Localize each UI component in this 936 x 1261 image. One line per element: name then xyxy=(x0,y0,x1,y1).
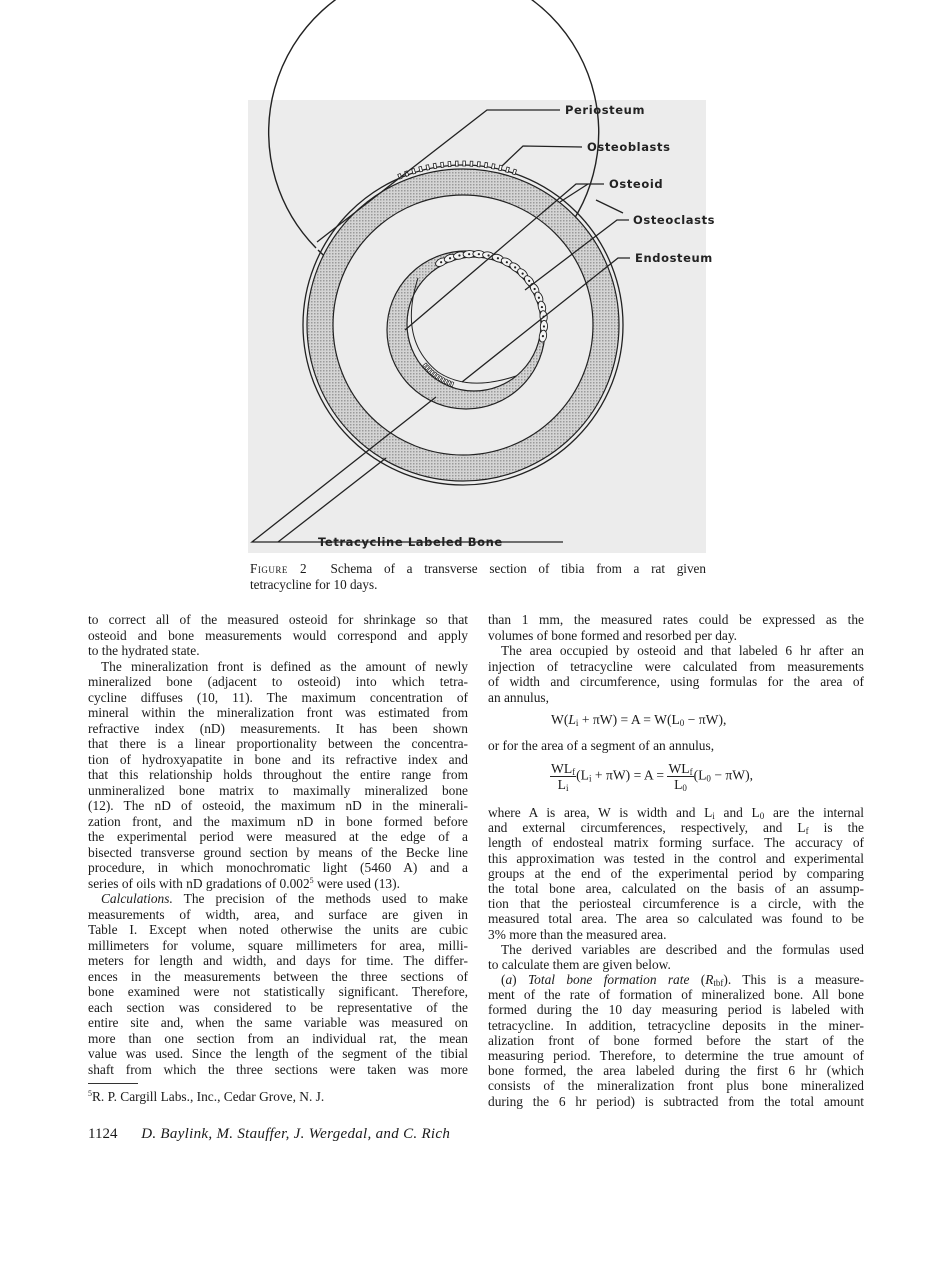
text-line: that this relationship holds throughout the entire range from xyxy=(88,767,468,782)
right-text-column-top xyxy=(488,612,864,705)
text-line: cycline diffuses (10, 11). The maximum concentration of xyxy=(88,689,468,705)
caption-label: Figure 2 xyxy=(250,561,308,576)
text-line: to correct all of the measured osteoid for shrinkage so that xyxy=(88,612,468,627)
text-line: to calculate them are given below. xyxy=(488,956,671,972)
text-line: more than one section from an individual rat, the mean xyxy=(88,1030,468,1046)
text-line: The area occupied by osteoid and that labeled 6 hr after an xyxy=(501,643,864,658)
text-line: alization front of bone formed before the start of the xyxy=(488,1032,864,1048)
text-line: bone examined were not statistically significant. Therefore, xyxy=(88,984,468,999)
text-line: during the 6 hr period) is subtracted from the total amount xyxy=(488,1093,864,1109)
text-line: zation front, and the maximum nD in bone formed before xyxy=(88,813,468,829)
text-line: osteoid and bone measurements would correspond and apply xyxy=(88,627,468,643)
equation-annulus-segment-area: $\frac{WL_f}{L_i}$ $(L_i + \pi W) = A$ = $\frac{WL_f}{L_0}$ $(L_0 - \pi W)$, xyxy=(551,761,754,793)
figure-2-bone-schema xyxy=(248,100,716,553)
text-line: refractive index (nD) measurements. It has been shown xyxy=(88,720,468,736)
equation-annulus-area: $W(L_i + \pi W) = A = W(L_0 - \pi W)$, xyxy=(551,712,727,728)
text-line: tion that the periosteal circumference is a circle, with the xyxy=(488,896,864,912)
running-authors: D. Baylink, M. Stauffer, J. Wergedal, and C. Rich xyxy=(141,1126,451,1142)
right-text-column-bottom xyxy=(488,805,864,1109)
left-text-column xyxy=(88,612,468,1077)
text-line: (a) Total bone formation rate $(R_{tbf})$. This is a measure- xyxy=(501,972,865,989)
text-line: and external circumferences, respectively, and $L_f$ is the xyxy=(488,820,864,837)
text-line: of width and circumference, using formulas for the area of xyxy=(488,674,864,689)
label-tetracycline-labeled-bone: Tetracycline Labeled Bone xyxy=(318,535,503,549)
right-text-mid xyxy=(488,738,864,754)
label-osteoid: Osteoid xyxy=(609,177,664,191)
text-line: ment of the rate of formation of mineralized bone. All bone xyxy=(488,987,864,1003)
text-line: unmineralized bone matrix to maximally mineralized bone xyxy=(88,782,468,798)
text-line: the experimental period were measured at the edge of a xyxy=(88,829,468,844)
footnote-divider xyxy=(88,1083,138,1084)
text-line: 3% more than the measured area. xyxy=(488,926,667,942)
label-endosteum: Endosteum xyxy=(635,251,713,265)
text-line: this approximation was tested in the control and experimental xyxy=(488,850,864,866)
text-line: meters for length and width, and days for time. The differ- xyxy=(88,953,468,968)
osteoblast-cell xyxy=(433,163,436,168)
label-osteoclasts: Osteoclasts xyxy=(633,213,716,227)
text-line: formed during the 10 day measuring period is labeled with xyxy=(488,1002,864,1018)
text-line: ences in the measurements between the three sections of xyxy=(88,968,468,984)
osteoblast-cell xyxy=(477,162,480,167)
text-line: measurements of width, area, and surface are given in xyxy=(88,906,468,922)
osteoblast-cell xyxy=(463,161,466,166)
text-line: shaft from which the three sections were taken was more xyxy=(88,1061,468,1077)
text-line: (12). The nD of osteoid, the maximum nD in the minerali- xyxy=(88,798,468,813)
page-footer xyxy=(88,1126,450,1143)
text-line: mineral within the mineralization front was estimated from xyxy=(88,705,468,720)
text-line: series of oils with nD gradations of 0.002$^5$ were used (13). xyxy=(88,875,400,891)
text-line: Table I. Except when noted otherwise the units are cubic xyxy=(88,922,468,937)
text-line: than 1 mm, the measured rates could be expressed as the xyxy=(488,612,864,627)
text-line: where A is area, W is width and $L_i$ and $L_0$ are the internal xyxy=(488,805,864,821)
text-line: tion of hydroxyapatite in bone and its refractive index and xyxy=(88,751,468,767)
text-line: length of endosteal matrix forming surface. The accuracy of xyxy=(488,835,864,851)
text-line: mineralized bone (adjacent to osteoid) into which tetra- xyxy=(88,674,468,689)
text-line: measuring period. Therefore, to determine the true amount of xyxy=(488,1048,864,1063)
bone-cross-section-diagram xyxy=(248,100,716,553)
text-line: the total bone area, calculated on the basis of an assump- xyxy=(488,880,864,896)
osteoblast-cell xyxy=(492,164,495,169)
text-line: value was used. Since the length of the segment of the tibial xyxy=(88,1046,468,1061)
text-line: or for the area of a segment of an annulus, xyxy=(488,738,715,753)
figure-caption xyxy=(250,561,706,593)
caption-text-1: Schema of a transverse section of tibia from a rat given xyxy=(330,561,707,576)
text-line: groups at the end of the experimental period by comparing xyxy=(488,865,864,881)
text-line: that there is a linear proportionality between the concentra- xyxy=(88,736,468,751)
text-line: injection of tetracycline were calculated from measurements xyxy=(488,658,864,674)
text-line: entire site and, when the same variable was measured on xyxy=(88,1015,468,1030)
text-line: The derived variables are described and the formulas used xyxy=(501,941,864,957)
osteoblast-cell xyxy=(499,165,503,170)
osteoblast-cell xyxy=(484,162,487,167)
caption-text-2: tetracycline for 10 days. xyxy=(250,577,378,592)
text-line: volumes of bone formed and resorbed per day. xyxy=(488,627,738,643)
text-line: bisected transverse ground section by means of the Becke line xyxy=(88,844,468,860)
text-line: to the hydrated state. xyxy=(88,643,200,658)
osteoblast-cell xyxy=(448,161,451,166)
text-line: tetracycline. In addition, tetracycline deposits in the miner- xyxy=(488,1017,864,1033)
osteoblast-cell xyxy=(455,161,458,166)
osteoblast-cell xyxy=(426,165,430,170)
text-line: The mineralization front is defined as the amount of newly xyxy=(101,658,468,674)
text-line: each section was considered to be representative of the xyxy=(88,999,468,1015)
text-line: measured total area. The area so calculated was found to be xyxy=(488,911,864,927)
osteoblast-cell xyxy=(470,161,473,166)
osteoblast-cell xyxy=(441,162,444,167)
text-line: procedure, in which monochromatic light (5460 A) and a xyxy=(88,860,468,875)
text-line: millimeters for volume, square millimeters for area, milli- xyxy=(88,937,468,953)
label-periosteum: Periosteum xyxy=(565,103,646,117)
footnote: $^5$R. P. Cargill Labs., Inc., Cedar Grove, N. J. xyxy=(88,1089,325,1104)
text-line: bone formed, the area labeled during the first 6 hr (which xyxy=(488,1063,864,1079)
text-line: Calculations. The precision of the methods used to make xyxy=(101,891,468,906)
text-line: consists of the mineralization front plus bone mineralized xyxy=(488,1078,864,1094)
label-osteoblasts: Osteoblasts xyxy=(587,140,671,154)
text-line: an annulus, xyxy=(488,689,549,705)
page-number: 1124 xyxy=(88,1126,118,1142)
